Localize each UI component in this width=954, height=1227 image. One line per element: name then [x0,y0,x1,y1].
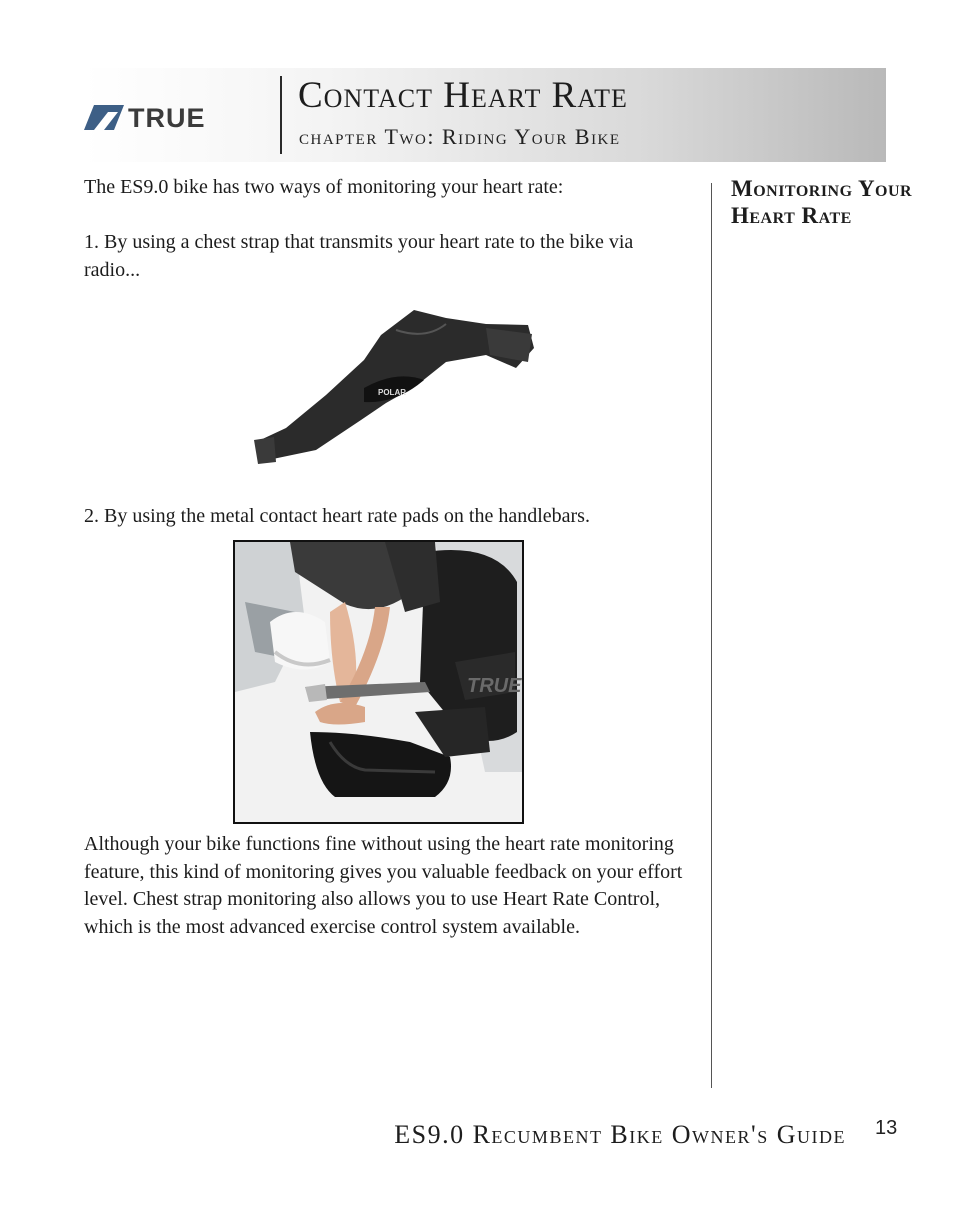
chest-strap-image [246,300,538,470]
contact-pads-paragraph: 2. By using the metal contact heart rate pads on the handlebars. [84,505,590,527]
header-divider [280,76,282,154]
bike-seat-logo: TRUE [467,675,522,697]
guide-title: ES9.0 Recumbent Bike Owner's Guide [394,1120,846,1149]
chapter-header [84,68,886,162]
chapter-subtitle: chapter Two: Riding Your Bike [299,124,621,149]
logo-text: TRUE [128,103,206,130]
page-title: Contact Heart Rate [298,75,628,116]
sidebar-rule [711,183,712,1088]
true-logo [84,102,254,130]
sidebar-heading: Monitoring Your Heart Rate [731,176,913,228]
handlebar-pads-photo [233,540,524,824]
polar-brand-label: POLAR [378,388,406,397]
intro-paragraph: The ES9.0 bike has two ways of monitoring your heart rate: [84,176,564,198]
chest-strap-paragraph: 1. By using a chest strap that transmits your heart rate to the bike via radio... [84,231,634,281]
feedback-paragraph: Although your bike functions fine without using the heart rate monitoring feature, this kind of monitoring gives you valuable feedback on your effort level. Chest strap monitoring also allows you to use Heart Rate Control, which is the most advanced exercise control system available. [84,833,683,938]
page-number: 13 [875,1117,898,1139]
